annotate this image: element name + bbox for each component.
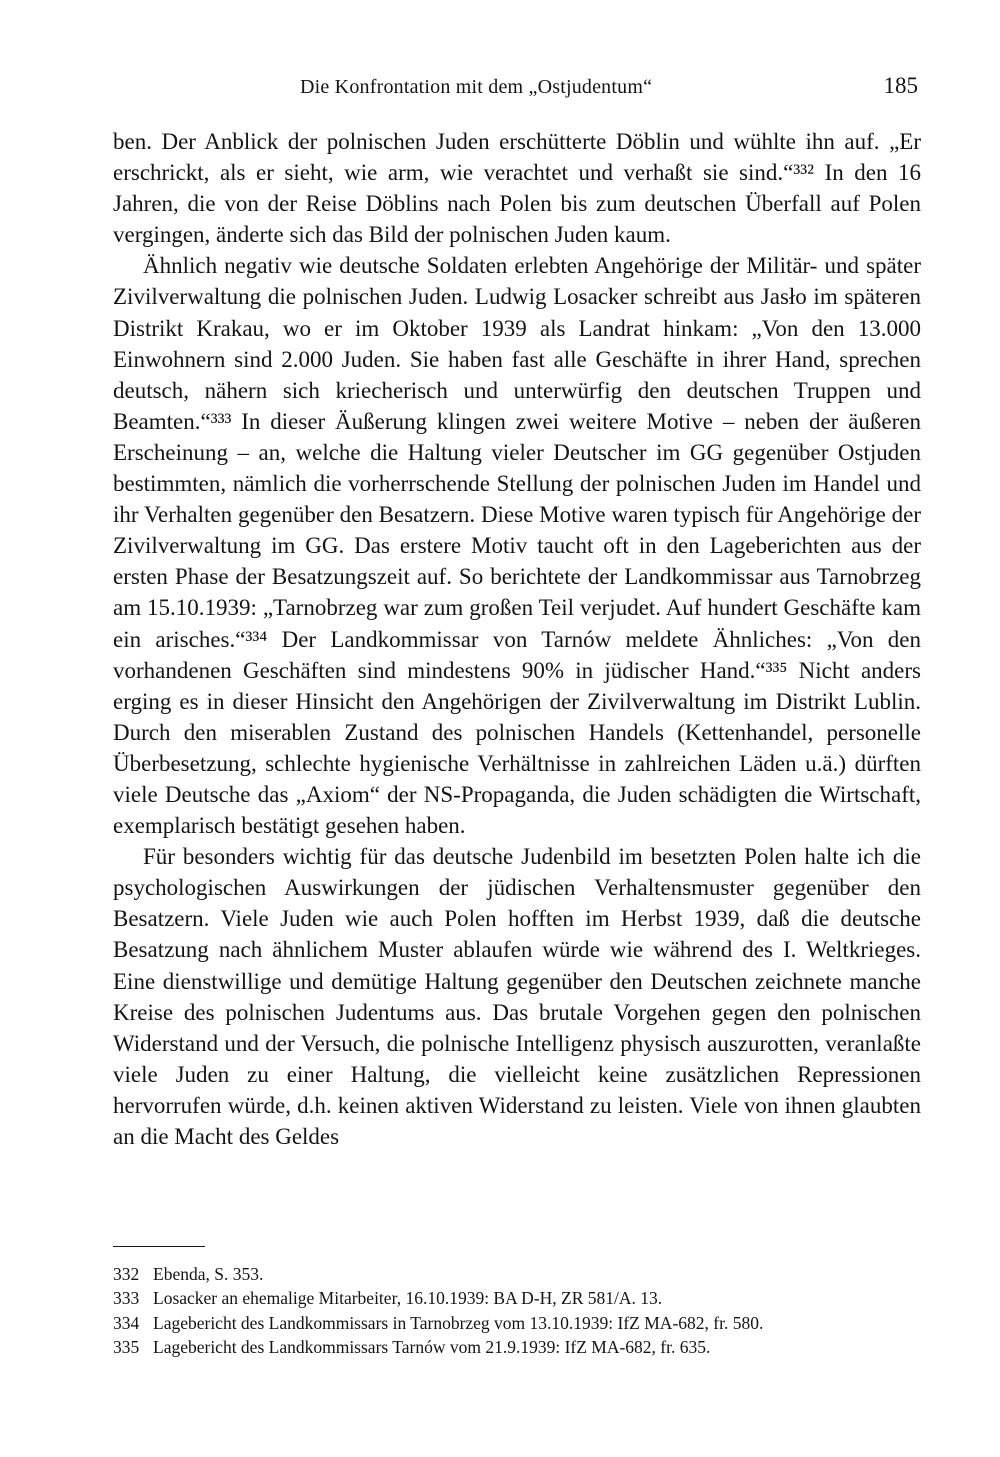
paragraph-3: Für besonders wichtig für das deutsche Judenbild im besetzten Polen halte ich die psychologischen Auswirkungen der jüdischen Verhaltensmuster gegenüber den Besatzern. Viele Juden wie auch Polen hofften im Herbst 1939, daß die deutsche Besatzung nach ähnlichem Muster ablaufen würde wie während des I. Weltkrieges. Eine dienstwillige und demütige Haltung gegenüber den Deutschen zeichnete manche Kreise des polnischen Judentums aus. Das brutale Vorgehen gegen den polnischen Widerstand und der Versuch, die polnische Intelligenz physisch auszurotten, veranlaßte viele Juden zu einer Haltung, die vielleicht keine zusätzlichen Repressionen hervorrufen würde, d.h. keinen aktiven Widerstand zu leisten. Viele von ihnen glaubten an die Macht des Geldes [113,844,921,1149]
running-title: Die Konfrontation mit dem „Ostjudentum“ [300,76,653,98]
footnote-divider [113,1246,205,1247]
footnote-334 [113,1311,921,1335]
footnote-text: Ebenda, S. 353. [153,1264,264,1284]
footnote-332 [113,1262,921,1286]
footnote-335 [113,1335,921,1359]
footnote-text: Lagebericht des Landkommissars in Tarnobrzeg vom 13.10.1939: IfZ MA-682, fr. 580. [153,1312,764,1333]
footnote-number: 335 [113,1336,140,1357]
footnote-number: 333 [113,1288,140,1309]
paragraph-2: Ähnlich negativ wie deutsche Soldaten erlebten Angehörige der Militär- und später Zivilverwaltung die polnischen Juden. Ludwig Losacker schreibt aus Jasło im späteren Distrikt Krakau, wo er im Oktober 1939 als Landrat hinkam: „Von den 13.000 Einwohnern sind 2.000 Juden. Sie haben fast alle Geschäfte in ihrer Hand, sprechen deutsch, nähern sich kriecherisch und unterwürfig den deutschen Truppen und Beamten.“³³³ In dieser Äußerung klingen zwei weitere Motive – neben der äußeren Erscheinung – an, welche die Haltung vieler Deutscher im GG gegenüber Ostjuden bestimmten, nämlich die vorherrschende Stellung der polnischen Juden im Handel und ihr Verhalten gegenüber den Besatzern. Diese Motive waren typisch für Angehörige der Zivilverwaltung im GG. Das erstere Motiv taucht oft in den Lageberichten aus der ersten Phase der Besatzungszeit auf. So berichtete der Landkommissar aus Tarnobrzeg am 15.10.1939: „Tarnobrzeg war zum großen Teil verjudet. Auf hundert Geschäfte kam ein arisches.“³³⁴ Der Landkommissar von Tarnów meldete Ähnliches: „Von den vorhandenen Geschäften sind mindestens 90% in jüdischer Hand.“³³⁵ Nicht anders erging es in dieser Hinsicht den Angehörigen der Zivilverwaltung im Distrikt Lublin. Durch den miserablen Zustand des polnischen Handels (Kettenhandel, personelle Überbesetzung, schlechte hygienische Verhältnisse in zahlreichen Läden u.ä.) dürften viele Deutsche das „Axiom“ der NS-Propaganda, die Juden schädigten die Wirtschaft, exemplarisch bestätigt gesehen haben. [113,253,921,839]
footnote-number: 334 [113,1312,140,1333]
footnote-number: 332 [113,1264,140,1284]
footnote-text: Losacker an ehemalige Mitarbeiter, 16.10.1939: BA D-H, ZR 581/A. 13. [153,1288,663,1309]
page-number: 185 [883,73,918,98]
footnote-333 [113,1286,921,1310]
body-text [113,126,921,1152]
paragraph-1: ben. Der Anblick der polnischen Juden erschütterte Döblin und wühlte ihn auf. „Er erschrickt, als er sieht, wie arm, wie verachtet und verhaßt sie sind.“³³² In den 16 Jahren, die von der Reise Döblins nach Polen bis zum deutschen Überfall auf Polen vergingen, änderte sich das Bild der polnischen Juden kaum. [113,129,921,248]
footnotes [113,1262,921,1359]
footnote-text: Lagebericht des Landkommissars Tarnów vom 21.9.1939: IfZ MA-682, fr. 635. [153,1336,711,1357]
